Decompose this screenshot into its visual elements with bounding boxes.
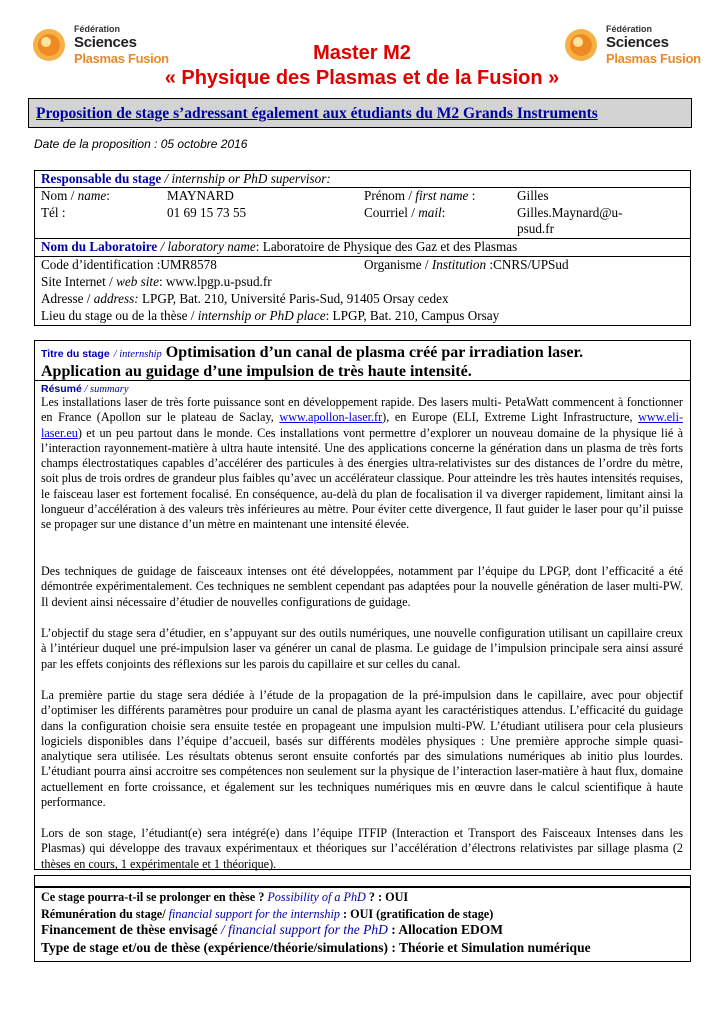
proposition-banner	[28, 98, 692, 128]
courriel-label: Courriel / mail:	[364, 205, 446, 220]
supervisor-heading: Responsable du stage	[41, 171, 162, 186]
logo-line2: Sciences	[74, 34, 137, 51]
eli-link[interactable]: www.eli-laser.eu	[41, 410, 684, 440]
resume-paragraph-4: La première partie du stage sera dédiée à l’étude de la propagation de la pré-impulsion dans le capillaire, avec pour objectif d’optimiser les différents paramètres pour produire un canal de plasma ayant les caractéristiques attendus. L’efficacité du guidage dans la configuration choisie sera ensuite testée en propageant une impulsion multi-PW. L’étudiant utilisera pour cela plusieurs logiciels disponibles dans l’équipe d’accueil, basés sur différents modèles physiques : Une première approche simple quasi-analytique sera utilisée. Les résultats obtenus seront ensuite confortés par des simulations numériques ab initio plus lourdes. L’étudiant pourra ainsi accroitre ses compétences non seulement sur la physique de l’interaction laser-matière à haut flux, domaine actuellement en forte croissance, et également sur les techniques numériques mis en œuvre dans le calcul scientifique à haute performance.	[41, 688, 683, 810]
divider	[35, 380, 690, 381]
supervisor-heading-row	[41, 171, 331, 187]
stage-title-label: Titre du stage	[41, 348, 110, 360]
prenom-value: Gilles	[517, 188, 549, 203]
laboratory-row: Nom du Laboratoire / laboratory name: Laboratoire de Physique des Gaz et des Plasmas	[41, 239, 518, 254]
resume-paragraph-2: Des techniques de guidage de faisceaux intenses ont été développées, notamment par l’équipe du LPGP, dont l’efficacité a été démontrée expérimentalement. Ces techniques ne semblent cependant pas adaptées pour la nouvelle génération de laser multi-PW. Il devient ainsi nécessaire d’étudier de nouvelles configurations de guidage.	[41, 564, 683, 609]
proposition-text: Proposition de stage s’adressant également aux étudiants du M2 Grands Instruments	[36, 105, 598, 122]
site-link[interactable]: : www.lpgp.u-psud.fr	[158, 274, 272, 289]
resume-paragraph-1: Les installations laser de très forte puissance sont en développement rapide. Des lasers multi- PetaWatt commencent à fonctionner en France (Apollon sur le plateau de Saclay, www.apollon-laser.fr), en Europe (ELI, Extreme Light Infrastructure, www.eli-laser.eu) et un peu partout dans le monde. Ces installations vont permettre d’explorer un nouveau domaine de la physique lié à l’interaction rayonnement-matière à ultra haute intensité. Une des applications concerne la génération dans un plasma de très forts champs électrostatiques capables d’accélérer des particules à des énergies ultra-relativistes sur des distances de l’ordre du mètre, soit plus de trois ordres de grandeur plus faibles qu’avec un accélérateur classique. Pour atteindre les très hautes intensités requises, le faisceau laser est fortement focalisé. En conséquence, au-delà du plan de focalisation il va diverger rapidement, limitant ainsi la longueur d’accélération à des valeurs très inférieures au mètre. Pour éviter cette divergence, Il faut guider le laser pour qu’il puisse se propager sur une distance d’un mètre en maintenant une intensité élevée.	[41, 395, 684, 532]
logo-line2: Sciences	[606, 34, 669, 51]
nom-label: Nom / name:	[41, 188, 110, 203]
remuneration-row: Rémunération du stage/ financial support for the internship : OUI (gratification de stage)	[41, 907, 494, 921]
prenom-label: Prénom / first name :	[364, 188, 476, 203]
site-row: Site Internet / web site: www.lpgp.u-psud.fr	[41, 274, 272, 289]
lieu-row: Lieu du stage ou de la thèse / internship or PhD place: LPGP, Bat. 210, Campus Orsay	[41, 308, 500, 323]
logo-line1: Fédération	[606, 24, 653, 34]
stage-title-block: Titre du stage / internship Optimisation d’un canal de plasma créé par irradiation laser. Application au guidage d’une impulsion de très haute intensité.	[41, 344, 584, 380]
organisme-row: Organisme / Institution :CNRS/UPSud	[364, 257, 569, 272]
laboratory-name: : Laboratoire de Physique des Gaz et des Plasmas	[255, 239, 518, 254]
logo-line3: Plasmas Fusion	[606, 51, 701, 66]
logo-line1: Fédération	[74, 24, 121, 34]
adresse-row: Adresse / address: LPGP, Bat. 210, Université Paris-Sud, 91405 Orsay cedex	[41, 291, 449, 306]
stage-title-line1: Optimisation d’un canal de plasma créé par irradiation laser.	[165, 344, 584, 361]
resume-label-row: Résumé / summary	[41, 383, 129, 395]
phd-possibility-row: Ce stage pourra-t-il se prolonger en thèse ? Possibility of a PhD ? : OUI	[41, 890, 409, 904]
financement-row: Financement de thèse envisagé / financial support for the PhD : Allocation EDOM	[41, 922, 503, 937]
phd-info-box	[34, 886, 691, 962]
supervisor-lab-box	[34, 170, 691, 326]
supervisor-heading-en: / internship or PhD supervisor:	[161, 171, 331, 186]
proposition-date: Date de la proposition : 05 octobre 2016	[34, 137, 248, 151]
divider	[35, 187, 690, 188]
tel-value: 01 69 15 73 55	[167, 205, 247, 220]
nom-value: MAYNARD	[167, 188, 234, 203]
type-stage-row: Type de stage et/ou de thèse (expérience/théorie/simulations) : Théorie et Simulation numérique	[41, 940, 591, 955]
apollon-link[interactable]: www.apollon-laser.fr	[279, 410, 383, 425]
mail-value-line2: psud.fr	[517, 221, 554, 236]
logo-line3: Plasmas Fusion	[74, 51, 169, 66]
stage-title-line2: Application au guidage d’une impulsion de très haute intensité.	[41, 363, 472, 380]
laboratory-heading: Nom du Laboratoire	[41, 239, 158, 254]
mail-value-line1: Gilles.Maynard@u-	[517, 205, 623, 220]
tel-label: Tél :	[41, 205, 66, 220]
page-title: Master M2	[313, 42, 411, 64]
resume-paragraph-5: Lors de son stage, l’étudiant(e) sera intégré(e) dans l’équipe ITFIP (Interaction et Transport des Faisceaux Intenses dans les Plasmas) qui développe des travaux expérimentaux et théoriques sur l’accélération d’électrons relativistes par sillage plasma (2 thèses en cours, 1 expérimentale et 1 théorique).	[41, 826, 683, 871]
resume-paragraph-3: L’objectif du stage sera d’étudier, en s’appuyant sur des outils numériques, une nouvelle configuration utilisant un capillaire creux à l’intérieur duquel une pré-impulsion laser va générer un canal de plasma. Le guidage de l’impulsion principale sera ainsi assuré par les effets conjoints des réflexions sur les parois du capillaire et sur celles du canal.	[41, 626, 683, 671]
stage-box	[34, 340, 691, 870]
page-subtitle: « Physique des Plasmas et de la Fusion »	[164, 67, 560, 89]
code-row: Code d’identification :UMR8578	[41, 257, 217, 272]
